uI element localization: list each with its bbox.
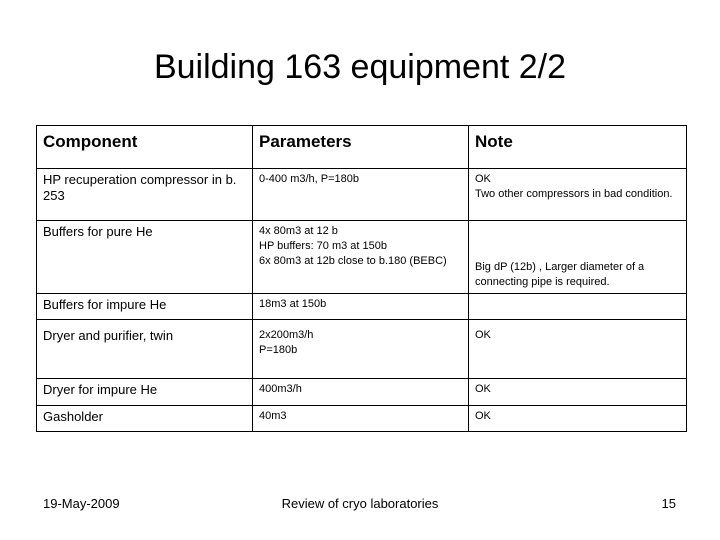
parameters-cell	[253, 294, 469, 320]
note-cell	[469, 320, 687, 379]
parameters-cell	[253, 406, 469, 432]
parameter-line: 0-400 m3/h, P=180b	[259, 173, 359, 185]
table-row	[37, 406, 687, 432]
parameter-line: 400m3/h	[259, 383, 302, 395]
table-row	[37, 379, 687, 406]
component-cell: HP recuperation compressor in b. 253	[37, 169, 253, 221]
component-cell: Dryer and purifier, twin	[37, 320, 253, 379]
note-line: Big dP (12b) , Larger diameter of a connecting pipe is required.	[475, 261, 645, 288]
equipment-table	[36, 125, 687, 432]
table-row	[37, 294, 687, 320]
parameters-cell	[253, 221, 469, 294]
component-cell: Dryer for impure He	[37, 379, 253, 406]
note-line: OK	[475, 383, 491, 395]
parameter-line: 40m3	[259, 410, 287, 422]
note-line: OK	[475, 173, 491, 185]
parameters-cell	[253, 320, 469, 379]
header-parameters: Parameters	[253, 126, 469, 169]
component-cell: Buffers for impure He	[37, 294, 253, 320]
note-cell	[469, 379, 687, 406]
table-header-row	[37, 126, 687, 169]
table-row	[37, 221, 687, 294]
note-cell	[469, 406, 687, 432]
parameters-cell	[253, 169, 469, 221]
footer-title: Review of cryo laboratories	[281, 496, 439, 511]
parameter-line: 2x200m3/h	[259, 329, 314, 341]
note-line: OK	[475, 410, 491, 422]
page-number: 15	[661, 496, 676, 511]
component-cell: Gasholder	[37, 406, 253, 432]
note-cell	[469, 294, 687, 320]
component-cell: Buffers for pure He	[37, 221, 253, 294]
parameter-line: P=180b	[259, 344, 298, 356]
note-cell	[469, 169, 687, 221]
header-component: Component	[37, 126, 253, 169]
parameter-line: HP buffers: 70 m3 at 150b	[259, 240, 388, 252]
footer-date: 19-May-2009	[43, 496, 120, 511]
note-line: OK	[475, 329, 491, 341]
note-cell	[469, 221, 687, 294]
table-row	[37, 320, 687, 379]
header-note: Note	[469, 126, 687, 169]
parameter-line: 6x 80m3 at 12b close to b.180 (BEBC)	[259, 255, 447, 267]
parameters-cell	[253, 379, 469, 406]
parameter-line: 4x 80m3 at 12 b	[259, 225, 338, 237]
parameter-line: 18m3 at 150b	[259, 298, 327, 310]
slide-title: Building 163 equipment 2/2	[153, 48, 567, 86]
note-line: Two other compressors in bad condition.	[475, 188, 673, 200]
table-row	[37, 169, 687, 221]
